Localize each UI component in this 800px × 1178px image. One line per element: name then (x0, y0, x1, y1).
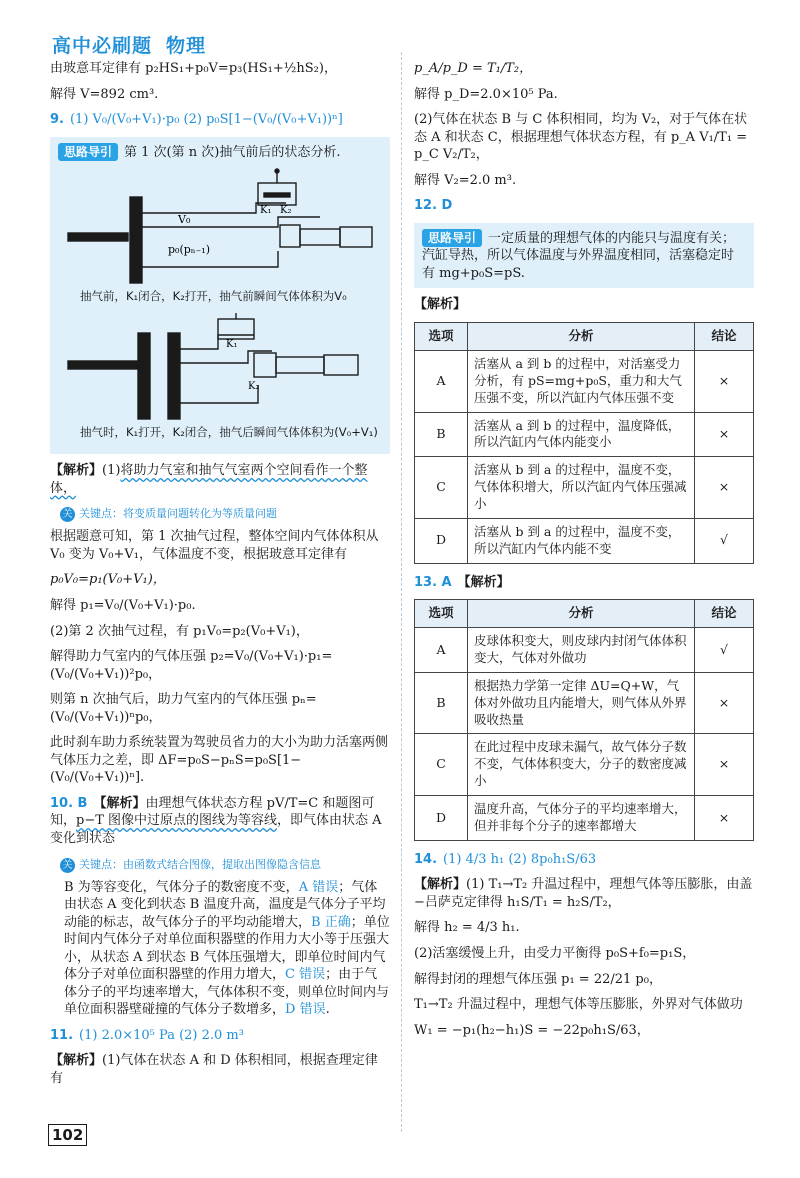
column-header: 分析 (468, 600, 695, 628)
verdict-a: A 错误 (298, 879, 339, 895)
question-number: 9. (50, 112, 64, 128)
book-title: 高中必刷题 (52, 35, 153, 57)
table-row (415, 672, 754, 734)
answer-text: (1) V₀/(V₀+V₁)·p₀ (2) p₀S[1−(V₀/(V₀+V₁))ⁿ] (69, 112, 343, 128)
column-header: 结论 (695, 600, 754, 628)
question-number: 14. (414, 851, 438, 867)
text-line: (2)活塞缓慢上升，由受力平衡得 p₀S+f₀=p₁S， (414, 946, 696, 961)
option-cell: C (415, 457, 468, 519)
text-span: ；气体由状态 A 变化到状态 B 温度升高，温度是气体分子平均动能的标志，故气体分子的平均动能增大， (64, 879, 386, 930)
formula-line: p_A/p_D = T₁/T₂， (414, 61, 533, 76)
analysis-cell: 皮球体积变大，则皮球内封闭气体体积变大，气体对外做功 (468, 628, 695, 673)
column-header: 选项 (415, 600, 468, 628)
text-span: ；由于气体分子的平均速率增大，气体体积不变，则单位时间内与单位面积器壁碰撞的气体分子数增多， (64, 967, 390, 1018)
analysis-line (414, 876, 754, 911)
subject-title: 物理 (166, 35, 207, 57)
analysis-cell: 活塞从 a 到 b 的过程中，温度降低，所以汽缸内气体内能变小 (468, 412, 695, 457)
question-9-answer (50, 111, 390, 129)
right-column (414, 60, 754, 1047)
table-header-row (415, 323, 754, 351)
guide-text: 一定质量的理想气体的内能只与温度有关；汽缸导热，所以气体温度与外界温度相同，活塞稳定时有 mg+p₀S=pS. (422, 230, 736, 281)
analysis-cell: 温度升高，气体分子的平均速率增大，但并非每个分子的速率都增大 (468, 796, 695, 841)
text-line: 此时刹车助力系统装置为驾驶员省力的大小为助力活塞两侧气体压力之差，即 ΔF=p₀S−pₙS=p₀S[1−(V₀/(V₀+V₁))ⁿ]. (50, 735, 389, 786)
analysis-cell: 活塞从 b 到 a 的过程中，温度不变，所以汽缸内气体内能不变 (468, 518, 695, 563)
table-header-row (415, 600, 754, 628)
table-row (415, 457, 754, 519)
table-row (415, 628, 754, 673)
text-line: 由玻意耳定律有 p₂HS₁+p₀V=p₃(HS₁+½hS₂)， (50, 61, 337, 76)
analysis-text: (1) T₁→T₂ 升温过程中，理想气体等压膨胀，由盖−吕萨克定律得 h₁S/T₁ = h₂S/T₂， (414, 877, 753, 910)
analysis-tag: 【解析】 (50, 463, 103, 479)
key-point-note (50, 507, 277, 522)
formula-line: 解得 h₂ = 4/3 h₁. (414, 920, 520, 936)
diagram-caption: 抽气时，K₁打开，K₂闭合，抽气后瞬间气体体积为(V₀+V₁) (80, 424, 378, 439)
analysis-cell: 根据热力学第一定律 ΔU=Q+W，气体对外做功且内能增大，则气体从外界吸收热量 (468, 672, 695, 734)
option-cell: B (415, 672, 468, 734)
label-k1: K₁ (226, 338, 238, 350)
label-k1: K₁ (260, 205, 272, 217)
analysis-tag: 【解析】 (457, 574, 510, 590)
result-cell: × (695, 412, 754, 457)
pump-apparatus-shape (68, 313, 358, 419)
result-cell: × (695, 457, 754, 519)
column-divider (401, 52, 402, 1132)
question-number: 11. (50, 1027, 74, 1043)
verdict-c: C 错误 (285, 967, 326, 983)
key-point-text: 关键点：由函数式结合图像，提取出图像隐含信息 (79, 857, 321, 871)
label-k2: K₂ (280, 205, 292, 217)
guide-text: 第 1 次(第 n 次)抽气前后的状态分析. (124, 144, 341, 160)
diagram-before-pumping (58, 167, 378, 287)
thinking-guide-box (414, 223, 754, 289)
analysis-tag: 【解析】 (414, 877, 467, 893)
option-cell: D (415, 796, 468, 841)
label-k2: K₂ (248, 380, 260, 392)
formula-line: p₀V₀=p₁(V₀+V₁)， (50, 572, 166, 588)
label-pressure: p₀(pₙ₋₁) (168, 243, 211, 257)
option-cell: D (415, 518, 468, 563)
question-number: 12. D (414, 198, 453, 214)
result-cell: √ (695, 628, 754, 673)
analysis-text: (1)气体在状态 A 和 D 体积相同，根据查理定律有 (50, 1053, 378, 1086)
column-header: 分析 (468, 323, 695, 351)
analysis-cell: 在此过程中皮球未漏气，故气体分子数不变，气体体积变大，分子的数密度减小 (468, 734, 695, 796)
text-line: 解得 V=892 cm³. (50, 86, 159, 102)
page-number: 102 (48, 1124, 87, 1146)
question-10-body (50, 879, 390, 1019)
option-cell: C (415, 734, 468, 796)
question-13 (414, 574, 754, 592)
analysis-tag: 【解析】 (50, 1053, 103, 1069)
analysis-cell: 活塞从 a 到 b 的过程中，对活塞受力分析，有 pS=mg+p₀S，重力和大气压强不变，所以汽缸内气体压强不变 (468, 350, 695, 412)
answer-text: (1) 2.0×10⁵ Pa (2) 2.0 m³ (79, 1027, 244, 1043)
answer-text: (1) 4/3 h₁ (2) 8p₀h₁S/63 (443, 851, 597, 867)
guide-tag: 思路导引 (422, 229, 482, 247)
question-number: 13. A (414, 574, 452, 590)
column-header: 结论 (695, 323, 754, 351)
question-10 (50, 795, 390, 848)
text-span: . (325, 1002, 330, 1018)
option-cell: A (415, 628, 468, 673)
question-14-answer (414, 851, 754, 869)
question-12 (414, 197, 754, 215)
option-cell: A (415, 350, 468, 412)
verdict-d: D 错误 (285, 1002, 326, 1018)
label-v0: V₀ (178, 213, 191, 227)
text-line: (2)第 2 次抽气过程，有 p₁V₀=p₂(V₀+V₁)， (50, 623, 309, 639)
table-row (415, 412, 754, 457)
key-point-icon: 关 (60, 507, 75, 522)
formula-line: 解得封闭的理想气体压强 p₁ = 22/21 p₀， (414, 971, 662, 987)
result-cell: × (695, 796, 754, 841)
text-span: 由理想气体状态方程 pV/T=C 和题图可知， (50, 795, 375, 829)
analysis-line (50, 1052, 390, 1087)
result-cell: × (695, 672, 754, 734)
result-cell: × (695, 734, 754, 796)
text-span: B 为等容变化，气体分子的数密度不变， (64, 879, 299, 895)
formula-line: W₁ = −p₁(h₂−h₁)S = −22p₀h₁S/63， (414, 1022, 650, 1038)
column-header: 选项 (415, 323, 468, 351)
analysis-tag: 【解析】 (414, 297, 467, 313)
thinking-guide-box (50, 137, 390, 455)
analysis-prefix: (1) (102, 463, 121, 479)
table-row (415, 518, 754, 563)
text-line: 解得 V₂=2.0 m³. (414, 172, 517, 188)
option-cell: B (415, 412, 468, 457)
analysis-table-q13 (414, 599, 754, 841)
diagram-during-pumping (58, 313, 378, 423)
analysis-line (50, 462, 390, 497)
analysis-tag: 【解析】 (93, 795, 146, 811)
question-11-answer (50, 1027, 390, 1045)
analysis-cell: 活塞从 b 到 a 的过程中，温度不变，气体体积增大，所以汽缸内气体压强减小 (468, 457, 695, 519)
result-cell: × (695, 350, 754, 412)
table-row (415, 734, 754, 796)
formula-line: 则第 n 次抽气后，助力气室内的气体压强 pₙ=(V₀/(V₀+V₁))ⁿp₀， (50, 692, 317, 725)
pump-apparatus-shape (68, 169, 372, 283)
key-point-icon: 关 (60, 858, 75, 873)
analysis-table-q12 (414, 322, 754, 564)
left-column (50, 60, 390, 1096)
diagram-caption: 抽气前，K₁闭合，K₂打开，抽气前瞬间气体体积为V₀ (80, 289, 347, 304)
text-line: T₁→T₂ 升温过程中，理想气体等压膨胀，外界对气体做功 (414, 997, 743, 1013)
table-row (415, 796, 754, 841)
question-number: 10. B (50, 795, 88, 811)
key-underlined-text: 将助力气室和抽气气室两个空间看作一个整体， (50, 463, 368, 496)
result-cell: √ (695, 518, 754, 563)
text-line: (2)气体在状态 B 与 C 体积相同，均为 V₂，对于气体在状态 A 和状态 C，根据理想气体状态方程，有 p_A V₁/T₁ = p_C V₂/T₂， (414, 112, 748, 163)
guide-tag: 思路导引 (58, 143, 118, 161)
page-header (52, 34, 206, 60)
key-point-note (50, 858, 321, 873)
text-line: 解得 p_D=2.0×10⁵ Pa. (414, 86, 558, 102)
text-line: 根据题意可知，第 1 次抽气过程，整体空间内气体体积从 V₀ 变为 V₀+V₁，气体温度不变，根据玻意耳定律有 (50, 529, 379, 562)
formula-line: 解得 p₁=V₀/(V₀+V₁)·p₀. (50, 597, 196, 613)
text-span: ；单位时间内气体分子对单位面积器壁的作用力大小等于压强大小，从状态 A 到状态 B 气体压强增大，即单位时间内气体分子对单位面积器壁的作用力增大， (64, 914, 390, 983)
verdict-b: B 正确 (311, 914, 351, 930)
table-row (415, 350, 754, 412)
formula-line: 解得助力气室内的气体压强 p₂=V₀/(V₀+V₁)·p₁=(V₀/(V₀+V₁))²p₀， (50, 649, 333, 682)
text-span: ，即气体由状态 A 变化到状态 (50, 813, 382, 846)
key-point-text: 关键点：将变质量问题转化为等质量问题 (79, 507, 277, 521)
key-underlined-text: p−T 图像中过原点的图线为等容线 (76, 813, 278, 829)
